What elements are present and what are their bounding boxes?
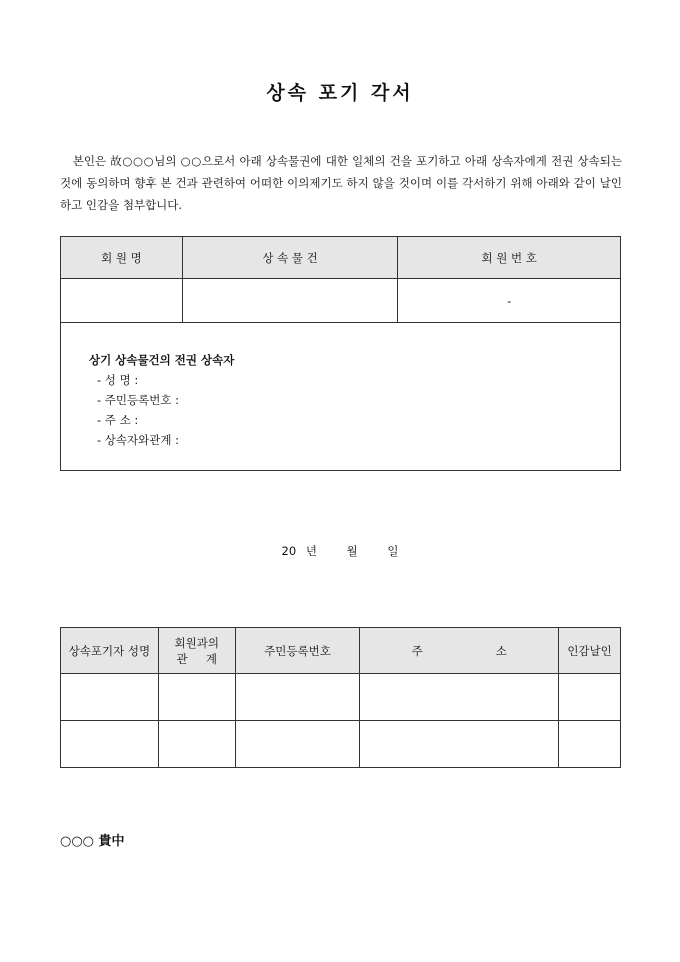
header-asset: 상 속 물 건 (182, 237, 398, 279)
date-year[interactable]: 20 년 (281, 544, 317, 558)
cell-resident-number[interactable] (235, 674, 360, 721)
header-seal: 인감날인 (559, 628, 621, 674)
header-address: 주 소 (360, 628, 559, 674)
cell-relation[interactable] (158, 721, 235, 768)
heir-field-label: - 주 소 : (97, 413, 139, 427)
cell-resident-number[interactable] (235, 721, 360, 768)
header-resident-number: 주민등록번호 (235, 628, 360, 674)
recipient-footer: ○○○ 貴中 (60, 834, 125, 849)
cell-asset[interactable] (182, 279, 398, 323)
date-line (0, 543, 680, 559)
header-relation-line2: 관 계 (176, 651, 217, 666)
header-member-number: 회 원 번 호 (398, 237, 621, 279)
cell-renouncer-name[interactable] (61, 674, 159, 721)
header-renouncer-name: 상속포기자 성명 (61, 628, 159, 674)
heir-field-label: - 주민등록번호 : (97, 393, 179, 407)
heir-field-label: - 상속자와관계 : (97, 433, 179, 447)
cell-renouncer-name[interactable] (61, 721, 159, 768)
cell-seal[interactable] (559, 674, 621, 721)
intro-paragraph (60, 150, 622, 216)
header-relation-line1: 회원과의 (174, 635, 219, 650)
cell-member-name[interactable] (61, 279, 183, 323)
date-month[interactable]: 월 (346, 544, 358, 558)
header-relation (158, 628, 235, 674)
intro-text: 본인은 故○○○님의 ○○으로서 아래 상속물권에 대한 일체의 건을 포기하고 아래 상속자에게 전권 상속되는 것에 동의하며 향후 본 건과 관련하여 어떠한 이의제기도 하지 않을 것이며 이를 각서하기 위해 아래와 같이 날인하고 인감을 첨부합니다. (60, 154, 622, 212)
heir-title: 상기 상속물건의 전권 상속자 (89, 353, 235, 367)
heir-field-relation[interactable] (89, 430, 620, 450)
heir-field-name[interactable] (89, 370, 620, 390)
heir-section (61, 323, 621, 471)
cell-seal[interactable] (559, 721, 621, 768)
cell-relation[interactable] (158, 674, 235, 721)
cell-address[interactable] (360, 721, 559, 768)
signatory-table (60, 627, 621, 768)
date-day[interactable]: 일 (387, 544, 399, 558)
cell-member-number[interactable]: - (398, 279, 621, 323)
header-member-name: 회 원 명 (61, 237, 183, 279)
asset-table (60, 236, 621, 471)
heir-field-label: - 성 명 : (97, 373, 139, 387)
heir-field-address[interactable] (89, 410, 620, 430)
document-title: 상속 포기 각서 (266, 82, 414, 104)
heir-field-id-number[interactable] (89, 390, 620, 410)
cell-address[interactable] (360, 674, 559, 721)
